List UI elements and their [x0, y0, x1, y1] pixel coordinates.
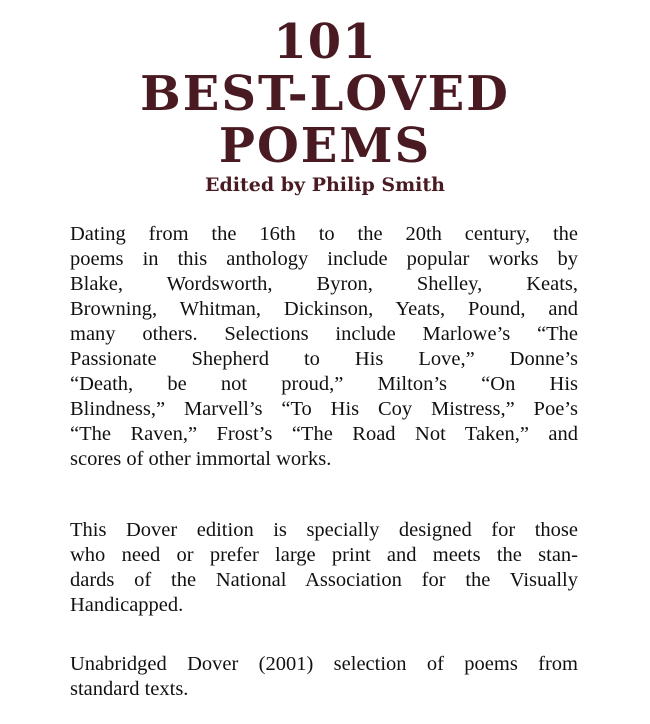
editor-credit: Edited by Philip Smith [205, 174, 445, 196]
paragraph-1-line: Passionate Shepherd to His Love,” Donne’s [70, 348, 578, 370]
description-paragraph-2 [70, 518, 578, 618]
paragraph-2-line: dards of the National Association for the Visually [70, 569, 578, 591]
paragraph-2-line: This Dover edition is specially designed for those [70, 519, 578, 541]
description-paragraph-1 [70, 222, 578, 472]
paragraph-3-line: standard texts. [70, 678, 189, 700]
paragraph-1-line: “The Raven,” Frost’s “The Road Not Taken,” and [70, 423, 578, 445]
paragraph-1-line: “Death, be not proud,” Milton’s “On His [70, 373, 578, 395]
title-line-3: POEMS [218, 118, 432, 174]
paragraph-1-line: poems in this anthology include popular works by [70, 248, 578, 270]
paragraph-1-line: Dating from the 16th to the 20th century, the [70, 223, 578, 245]
paragraph-1-line: many others. Selections include Marlowe’s “The [70, 323, 578, 345]
paragraph-1-line: Blindness,” Marvell’s “To His Coy Mistress,” Poe’s [70, 398, 578, 420]
paragraph-1-line: Browning, Whitman, Dickinson, Yeats, Pound, and [70, 298, 578, 320]
paragraph-1-line: scores of other immortal works. [70, 448, 332, 470]
paragraph-1-line: Blake, Wordsworth, Byron, Shelley, Keats, [70, 273, 578, 295]
description-paragraph-3 [70, 652, 578, 702]
paragraph-2-line: who need or prefer large print and meets the stan- [70, 544, 578, 566]
title-line-2: BEST-LOVED [140, 66, 510, 122]
title-line-1: 101 [273, 14, 377, 70]
paragraph-2-line: Handicapped. [70, 594, 184, 616]
paragraph-3-line: Unabridged Dover (2001) selection of poems from [70, 653, 578, 675]
